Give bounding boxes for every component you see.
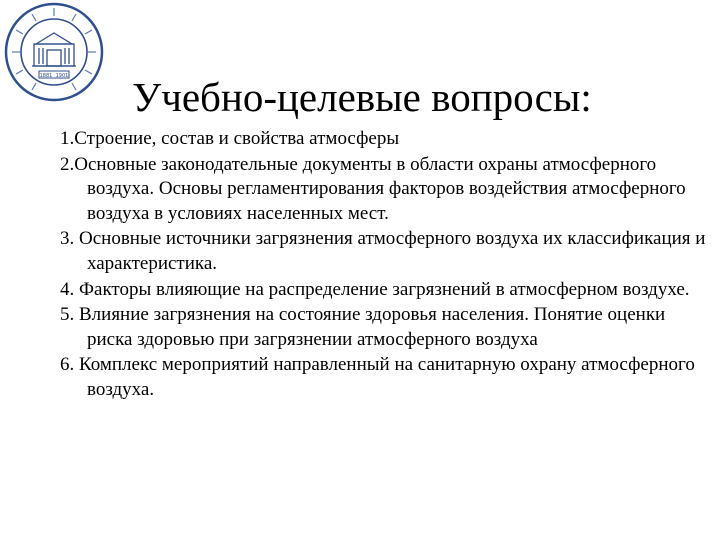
slide-title: Учебно-целевые вопросы:	[132, 74, 592, 120]
list-item: 2.Основные законодательные документы в области охраны атмосферного воздуха. Основы регламентирования факторов воздействия атмосферного воздуха в условиях населенных мест.	[60, 153, 686, 224]
list-item: 5. Влияние загрязнения на состояние здоровья населения. Понятие оценки риска здоровью при загрязнении атмосферного воздуха	[60, 304, 666, 350]
list-item: 1.Строение, состав и свойства атмосферы	[60, 128, 400, 149]
list-item: 4. Факторы влияющие на распределение загрязнений в атмосферном воздухе.	[60, 278, 690, 300]
seal-year-left: 1881	[39, 73, 53, 79]
list-item: 6. Комплекс мероприятий направленный на санитарную охрану атмосферного воздуха.	[60, 354, 695, 400]
question-list	[60, 127, 710, 404]
list-item: 3. Основные источники загрязнения атмосферного воздуха их классификация и характеристика.	[60, 228, 706, 274]
seal-year-right: 1901	[55, 73, 69, 79]
